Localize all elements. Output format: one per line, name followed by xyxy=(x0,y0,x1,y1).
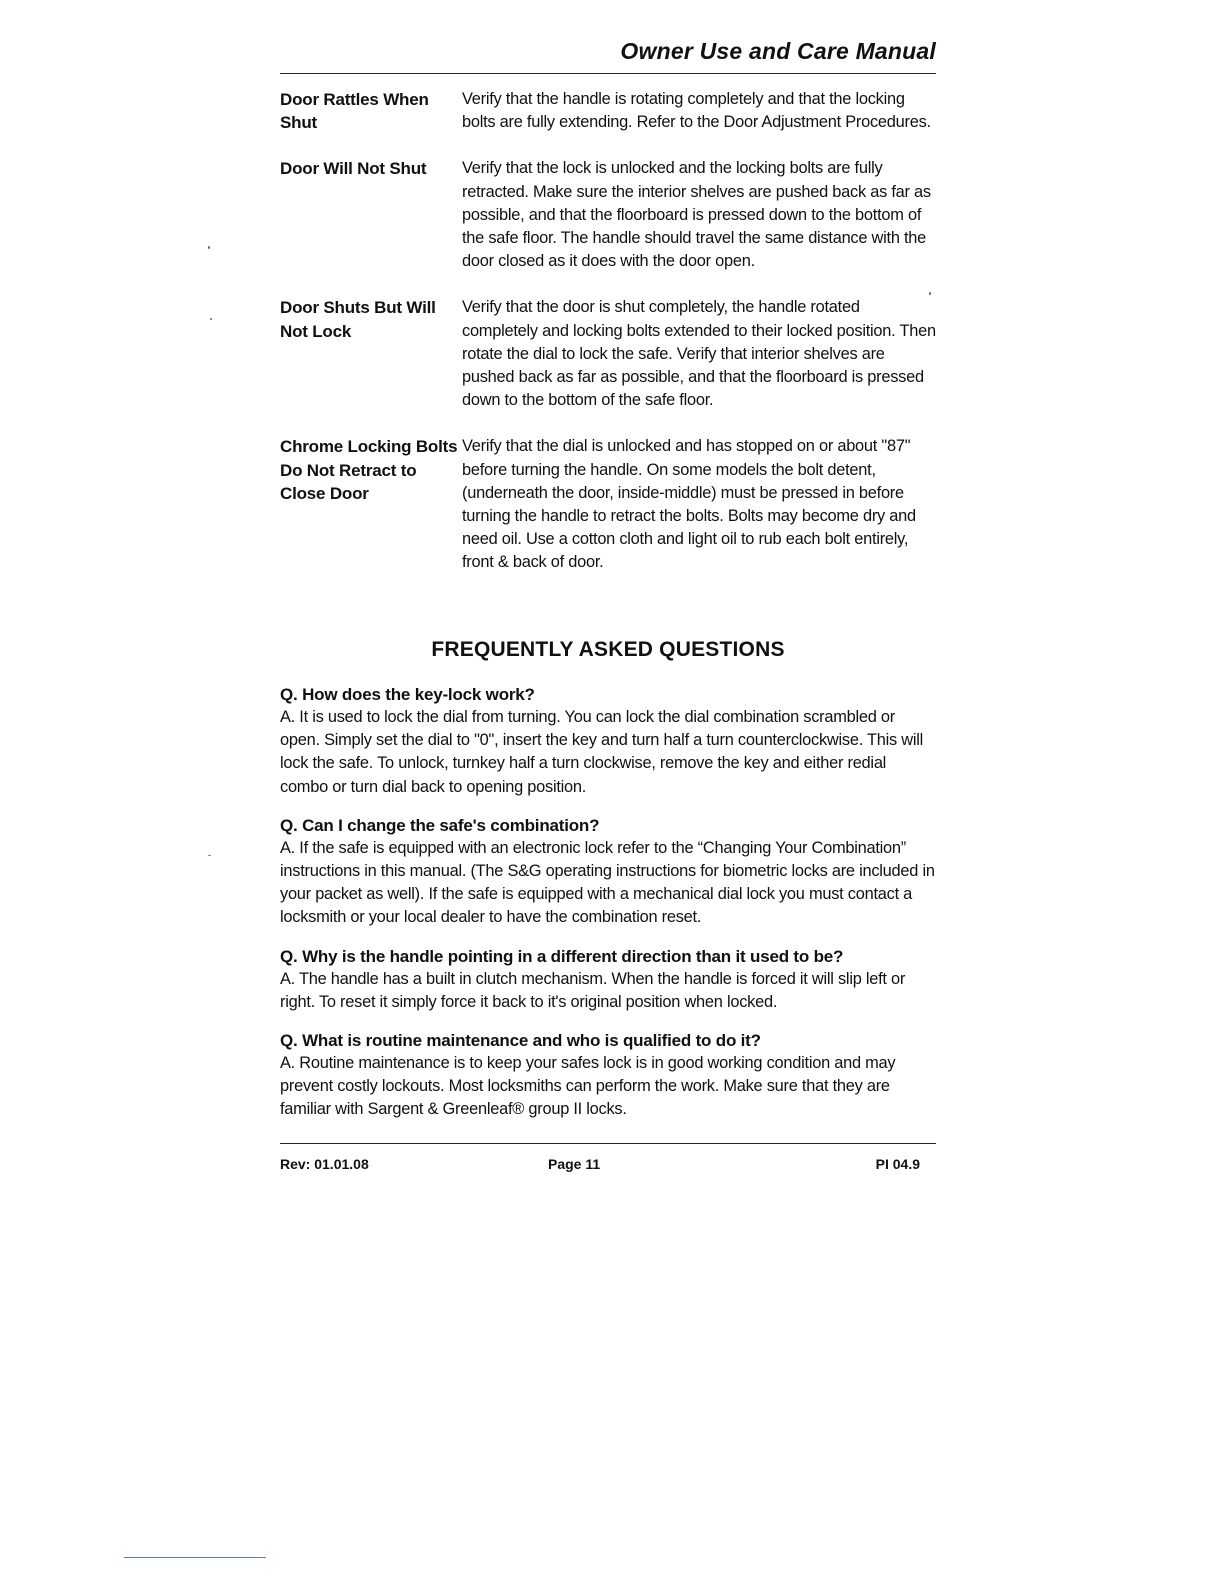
footer-revision: Rev: 01.01.08 xyxy=(280,1156,369,1172)
scan-speck xyxy=(929,292,931,295)
problem-label: Door Rattles When Shut xyxy=(280,90,429,133)
faq-item xyxy=(280,1029,936,1122)
solution-text: Verify that the door is shut completely, the handle rotated completely and locking bolts extended to their locked position. Then rotate the dial to lock the safe. Verify that interior shelves are pushed back as far as possible, and that the floorboard is pressed down to the bottom of the safe floor. xyxy=(462,298,936,410)
faq-answer: A. It is used to lock the dial from turning. You can lock the dial combination scrambled or open. Simply set the dial to "0", insert the key and turn half a turn counterclockwise. This will lock the safe. To unlock, turnkey half a turn clockwise, remove the key and either redial combo or turn dial back to opening position. xyxy=(280,708,924,796)
faq-answer: A. Routine maintenance is to keep your safes lock is in good working condition and may prevent costly lockouts. Most locksmiths can perform the work. Make sure that they are familiar with Sargent & Greenleaf® group II locks. xyxy=(280,1054,896,1119)
page-header-title: Owner Use and Care Manual xyxy=(280,38,936,74)
scan-speck xyxy=(210,318,212,320)
troubleshooting-row xyxy=(280,435,936,574)
problem-label: Door Will Not Shut xyxy=(280,159,427,179)
problem-label: Chrome Locking Bolts Do Not Retract to Close Door xyxy=(280,437,458,503)
troubleshooting-row xyxy=(280,88,936,134)
problem-label: Door Shuts But Will Not Lock xyxy=(280,298,436,341)
footer-divider xyxy=(280,1143,936,1144)
scan-edge-line xyxy=(124,1557,266,1558)
faq-question: Q. Why is the handle pointing in a different direction than it used to be? xyxy=(280,946,844,966)
faq-item xyxy=(280,683,936,799)
faq-heading: FREQUENTLY ASKED QUESTIONS xyxy=(431,638,785,661)
faq-question: Q. What is routine maintenance and who is qualified to do it? xyxy=(280,1031,761,1051)
solution-text: Verify that the lock is unlocked and the locking bolts are fully retracted. Make sure the interior shelves are pushed back as far as possible, and that the floorboard is pressed down to the bottom of the safe floor. The handle should travel the same distance with the door closed as it does with the door open. xyxy=(462,159,931,271)
scan-speck xyxy=(208,246,210,249)
solution-text: Verify that the dial is unlocked and has stopped on or about "87" before turning the handle. On some models the bolt detent, (underneath the door, inside-middle) must be pressed in before turning the handle to retract the bolts. Bolts may become dry and need oil. Use a cotton cloth and light oil to rub each bolt entirely, front & back of door. xyxy=(462,437,916,572)
faq-item xyxy=(280,945,936,1014)
faq-question: Q. Can I change the safe's combination? xyxy=(280,815,600,835)
scan-speck xyxy=(208,855,211,856)
faq-answer: A. If the safe is equipped with an electronic lock refer to the “Changing Your Combination” instructions in this manual. (The S&G operating instructions for biometric locks are included in your packet as well). If the safe is equipped with a mechanical dial lock you must contact a locksmith or your local dealer to have the combination reset. xyxy=(280,838,935,927)
troubleshooting-row xyxy=(280,157,936,273)
solution-text: Verify that the handle is rotating completely and that the locking bolts are fully extending. Refer to the Door Adjustment Procedures. xyxy=(462,90,931,132)
faq-answer: A. The handle has a built in clutch mechanism. When the handle is forced it will slip left or right. To reset it simply force it back to it's original position when locked. xyxy=(280,969,906,1011)
footer-document-id: PI 04.9 xyxy=(875,1156,920,1172)
faq-question: Q. How does the key-lock work? xyxy=(280,685,535,704)
footer-page-number: Page 11 xyxy=(548,1156,601,1172)
faq-list xyxy=(280,683,936,1137)
faq-item xyxy=(280,814,936,930)
troubleshooting-row xyxy=(280,296,936,412)
troubleshooting-table xyxy=(280,88,936,598)
